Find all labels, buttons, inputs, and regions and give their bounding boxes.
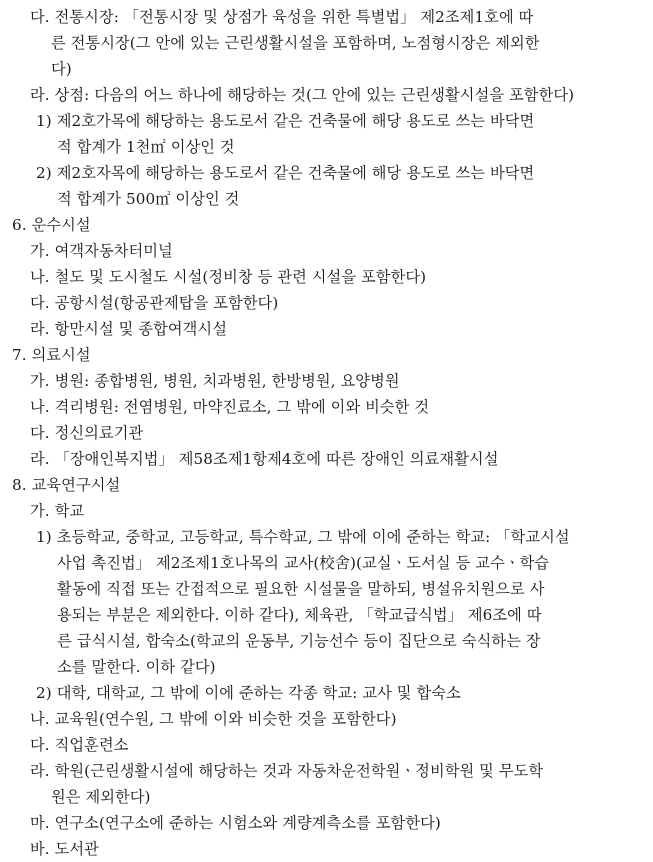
section-8-education: 8. 교육연구시설 [12,476,121,494]
item-ra-port: 라. 항만시설 및 종합여객시설 [30,320,227,338]
item-ba-library: 바. 도서관 [30,840,99,858]
item-ga-school: 가. 학교 [30,502,85,520]
item-ma-research: 마. 연구소(연구소에 준하는 시험소와 계량계측소를 포함한다) [30,814,441,832]
subitem-2-store-cont: 적 합계가 500㎡ 이상인 것 [57,190,240,208]
section-6-transport: 6. 운수시설 [12,216,91,234]
subitem-1-school-cont: 사업 촉진법」 제2조제1호나목의 교사(校舍)(교실ㆍ도서실 등 교수ㆍ학습 [57,554,550,572]
subitem-2-university: 2) 대학, 대학교, 그 밖에 이에 준하는 각종 학교: 교사 및 합숙소 [36,684,461,702]
item-da-vocational: 다. 직업훈련소 [30,736,129,754]
item-na-railway: 나. 철도 및 도시철도 시설(정비창 등 관련 시설을 포함한다) [30,268,427,286]
subitem-1-school-cont: 용되는 부분은 제외한다. 이하 같다), 체육관, 「학교급식법」 제6조에 따 [57,606,542,624]
item-ra-rehab: 라. 「장애인복지법」 제58조제1항제4호에 따른 장애인 의료재활시설 [30,450,499,468]
subitem-1-school-cont: 활동에 직접 또는 간접적으로 필요한 시설물을 말하되, 병설유치원으로 사 [57,580,545,598]
subitem-1-store-cont: 적 합계가 1천㎡ 이상인 것 [57,138,235,156]
item-da-traditional-market: 다. 전통시장: 「전통시장 및 상점가 육성을 위한 특별법」 제2조제1호에 따 [30,8,534,26]
item-na-isolation-hospital: 나. 격리병원: 전염병원, 마약진료소, 그 밖에 이와 비슷한 것 [30,398,430,416]
item-da-traditional-market-cont: 다) [51,60,72,78]
subitem-2-store: 2) 제2호자목에 해당하는 용도로서 같은 건축물에 해당 용도로 쓰는 바닥면 [36,164,535,182]
item-ra-store: 라. 상점: 다음의 어느 하나에 해당하는 것(그 안에 있는 근린생활시설을 포함한다) [30,86,575,104]
item-ga-hospital: 가. 병원: 종합병원, 병원, 치과병원, 한방병원, 요양병원 [30,372,400,390]
item-ra-academy-cont: 원은 제외한다) [51,788,151,806]
subitem-1-school-cont: 른 급식시설, 합숙소(학교의 운동부, 기능선수 등이 집단으로 숙식하는 장 [57,632,541,650]
section-7-medical: 7. 의료시설 [12,346,91,364]
item-na-training-center: 나. 교육원(연수원, 그 밖에 이와 비슷한 것을 포함한다) [30,710,397,728]
subitem-1-store: 1) 제2호가목에 해당하는 용도로서 같은 건축물에 해당 용도로 쓰는 바닥면 [36,112,535,130]
subitem-1-school-cont: 소를 말한다. 이하 같다) [57,658,216,676]
item-ga-bus-terminal: 가. 여객자동차터미널 [30,242,173,260]
item-da-mental-health: 다. 정신의료기관 [30,424,144,442]
subitem-1-school: 1) 초등학교, 중학교, 고등학교, 특수학교, 그 밖에 이에 준하는 학교: 「학교시설 [36,528,570,546]
item-ra-academy: 라. 학원(근린생활시설에 해당하는 것과 자동차운전학원ㆍ정비학원 및 무도학 [30,762,544,780]
item-da-airport: 다. 공항시설(항공관제탑을 포함한다) [30,294,279,312]
item-da-traditional-market-cont: 른 전통시장(그 안에 있는 근린생활시설을 포함하며, 노점형시장은 제외한 [51,34,540,52]
